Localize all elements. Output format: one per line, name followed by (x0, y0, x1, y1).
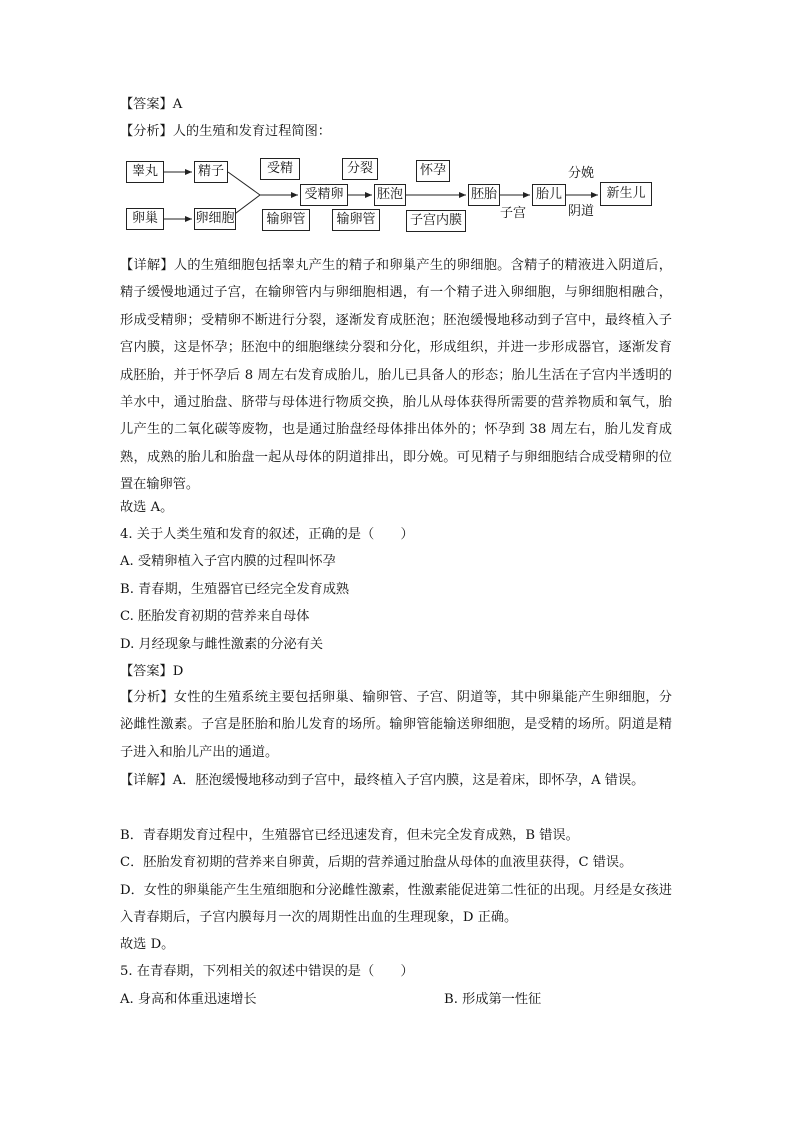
box-newborn: 新生儿 (600, 182, 652, 206)
q5-option-a: A. 身高和体重迅速增长 (120, 992, 257, 1007)
box-oviduct-2: 输卵管 (332, 209, 380, 231)
box-zygote: 受精卵 (300, 184, 348, 206)
q4-option-b: B. 青春期，生殖器官已经完全发育成熟 (120, 582, 350, 597)
q4-option-a: A. 受精卵植入子宫内膜的过程叫怀孕 (120, 554, 336, 569)
q3-conclusion: 故选 A。 (120, 500, 174, 515)
q4-analysis: 【分析】女性的生殖系统主要包括卵巢、输卵管、子宫、阴道等，其中卵巢能产生卵细胞，分泌雌性激素。子宫是胚胎和胎儿发育的场所。输卵管能输送卵细胞，是受精的场所。阴道是精子进入和胎儿产出的通道。 (120, 690, 672, 760)
box-blastocyst: 胚泡 (374, 184, 406, 206)
q5-stem: 5. 在青春期，下列相关的叙述中错误的是（ ） (120, 964, 414, 979)
label-delivery: 分娩 (568, 166, 595, 181)
box-endometrium: 子宫内膜 (406, 210, 466, 232)
q4-answer: 【答案】D (120, 664, 184, 679)
q3-answer: 【答案】A (120, 97, 183, 112)
q4-detail-a: 【详解】A．胚泡缓慢地移动到子宫中，最终植入子宫内膜，这是着床，即怀孕，A 错误。 (120, 773, 645, 788)
box-division: 分裂 (342, 158, 378, 180)
box-fertilization: 受精 (260, 158, 300, 180)
box-oviduct-1: 输卵管 (262, 209, 310, 231)
q4-detail-b: B．青春期发育过程中，生殖器官已经迅速发育，但未完全发育成熟，B 错误。 (120, 828, 579, 843)
box-fetus: 胎儿 (532, 184, 566, 206)
q5-option-b: B. 形成第一性征 (444, 992, 542, 1007)
label-vagina: 阴道 (568, 204, 595, 219)
box-embryo: 胚胎 (468, 184, 500, 206)
q4-option-d: D. 月经现象与雌性激素的分泌有关 (120, 637, 324, 652)
q3-analysis: 【分析】人的生殖和发育过程简图： (120, 124, 331, 139)
box-sperm: 精子 (194, 161, 228, 183)
line-sperm-merge (228, 172, 260, 195)
box-testis: 睾丸 (126, 161, 164, 183)
q4-stem: 4. 关于人类生殖和发育的叙述，正确的是（ ） (120, 527, 414, 542)
q4-conclusion: 故选 D。 (120, 937, 175, 952)
q4-option-c: C. 胚胎发育初期的营养来自母体 (120, 609, 310, 624)
reproduction-flow-diagram (120, 152, 660, 244)
q3-detail: 【详解】人的生殖细胞包括睾丸产生的精子和卵巢产生的卵细胞。含精子的精液进入阴道后，精子缓慢地通过子宫，在输卵管内与卵细胞相遇，有一个精子进入卵细胞，与卵细胞相融合，形成受精卵；受精卵不断进行分裂，逐渐发育成胚泡；胚泡缓慢地移动到子宫中，最终植入子宫内膜，这是怀孕；胚泡中的细胞继续分裂和分化，形成组织，并进一步形成器官，逐渐发育成胚胎，并于怀孕后 8 周左右发育成胎儿，胎儿已具备人的形态；胎儿生活在子宫内半透明的羊水中，通过胎盘、脐带与母体进行物质交换，胎儿从母体获得所需要的营养物质和氧气，胎儿产生的二氧化碳等废物，也是通过胎盘经母体排出体外的；怀孕到 38 周左右，胎儿发育成熟，成熟的胎儿和胎盘一起从母体的阴道排出，即分娩。可见精子与卵细胞结合成受精卵的位置在输卵管。 (120, 258, 672, 493)
label-uterus: 子宫 (500, 206, 527, 221)
q4-detail-c: C．胚胎发育初期的营养来自卵黄，后期的营养通过胎盘从母体的血液里获得，C 错误。 (120, 855, 633, 870)
box-egg: 卵细胞 (194, 208, 236, 230)
q4-detail-d: D．女性的卵巢能产生生殖细胞和分泌雌性激素，性激素能促进第二性征的出现。月经是女孩进入青春期后，子宫内膜每月一次的周期性出血的生理现象，D 正确。 (120, 883, 672, 926)
box-pregnancy: 怀孕 (416, 160, 450, 182)
box-ovary: 卵巢 (126, 208, 164, 230)
